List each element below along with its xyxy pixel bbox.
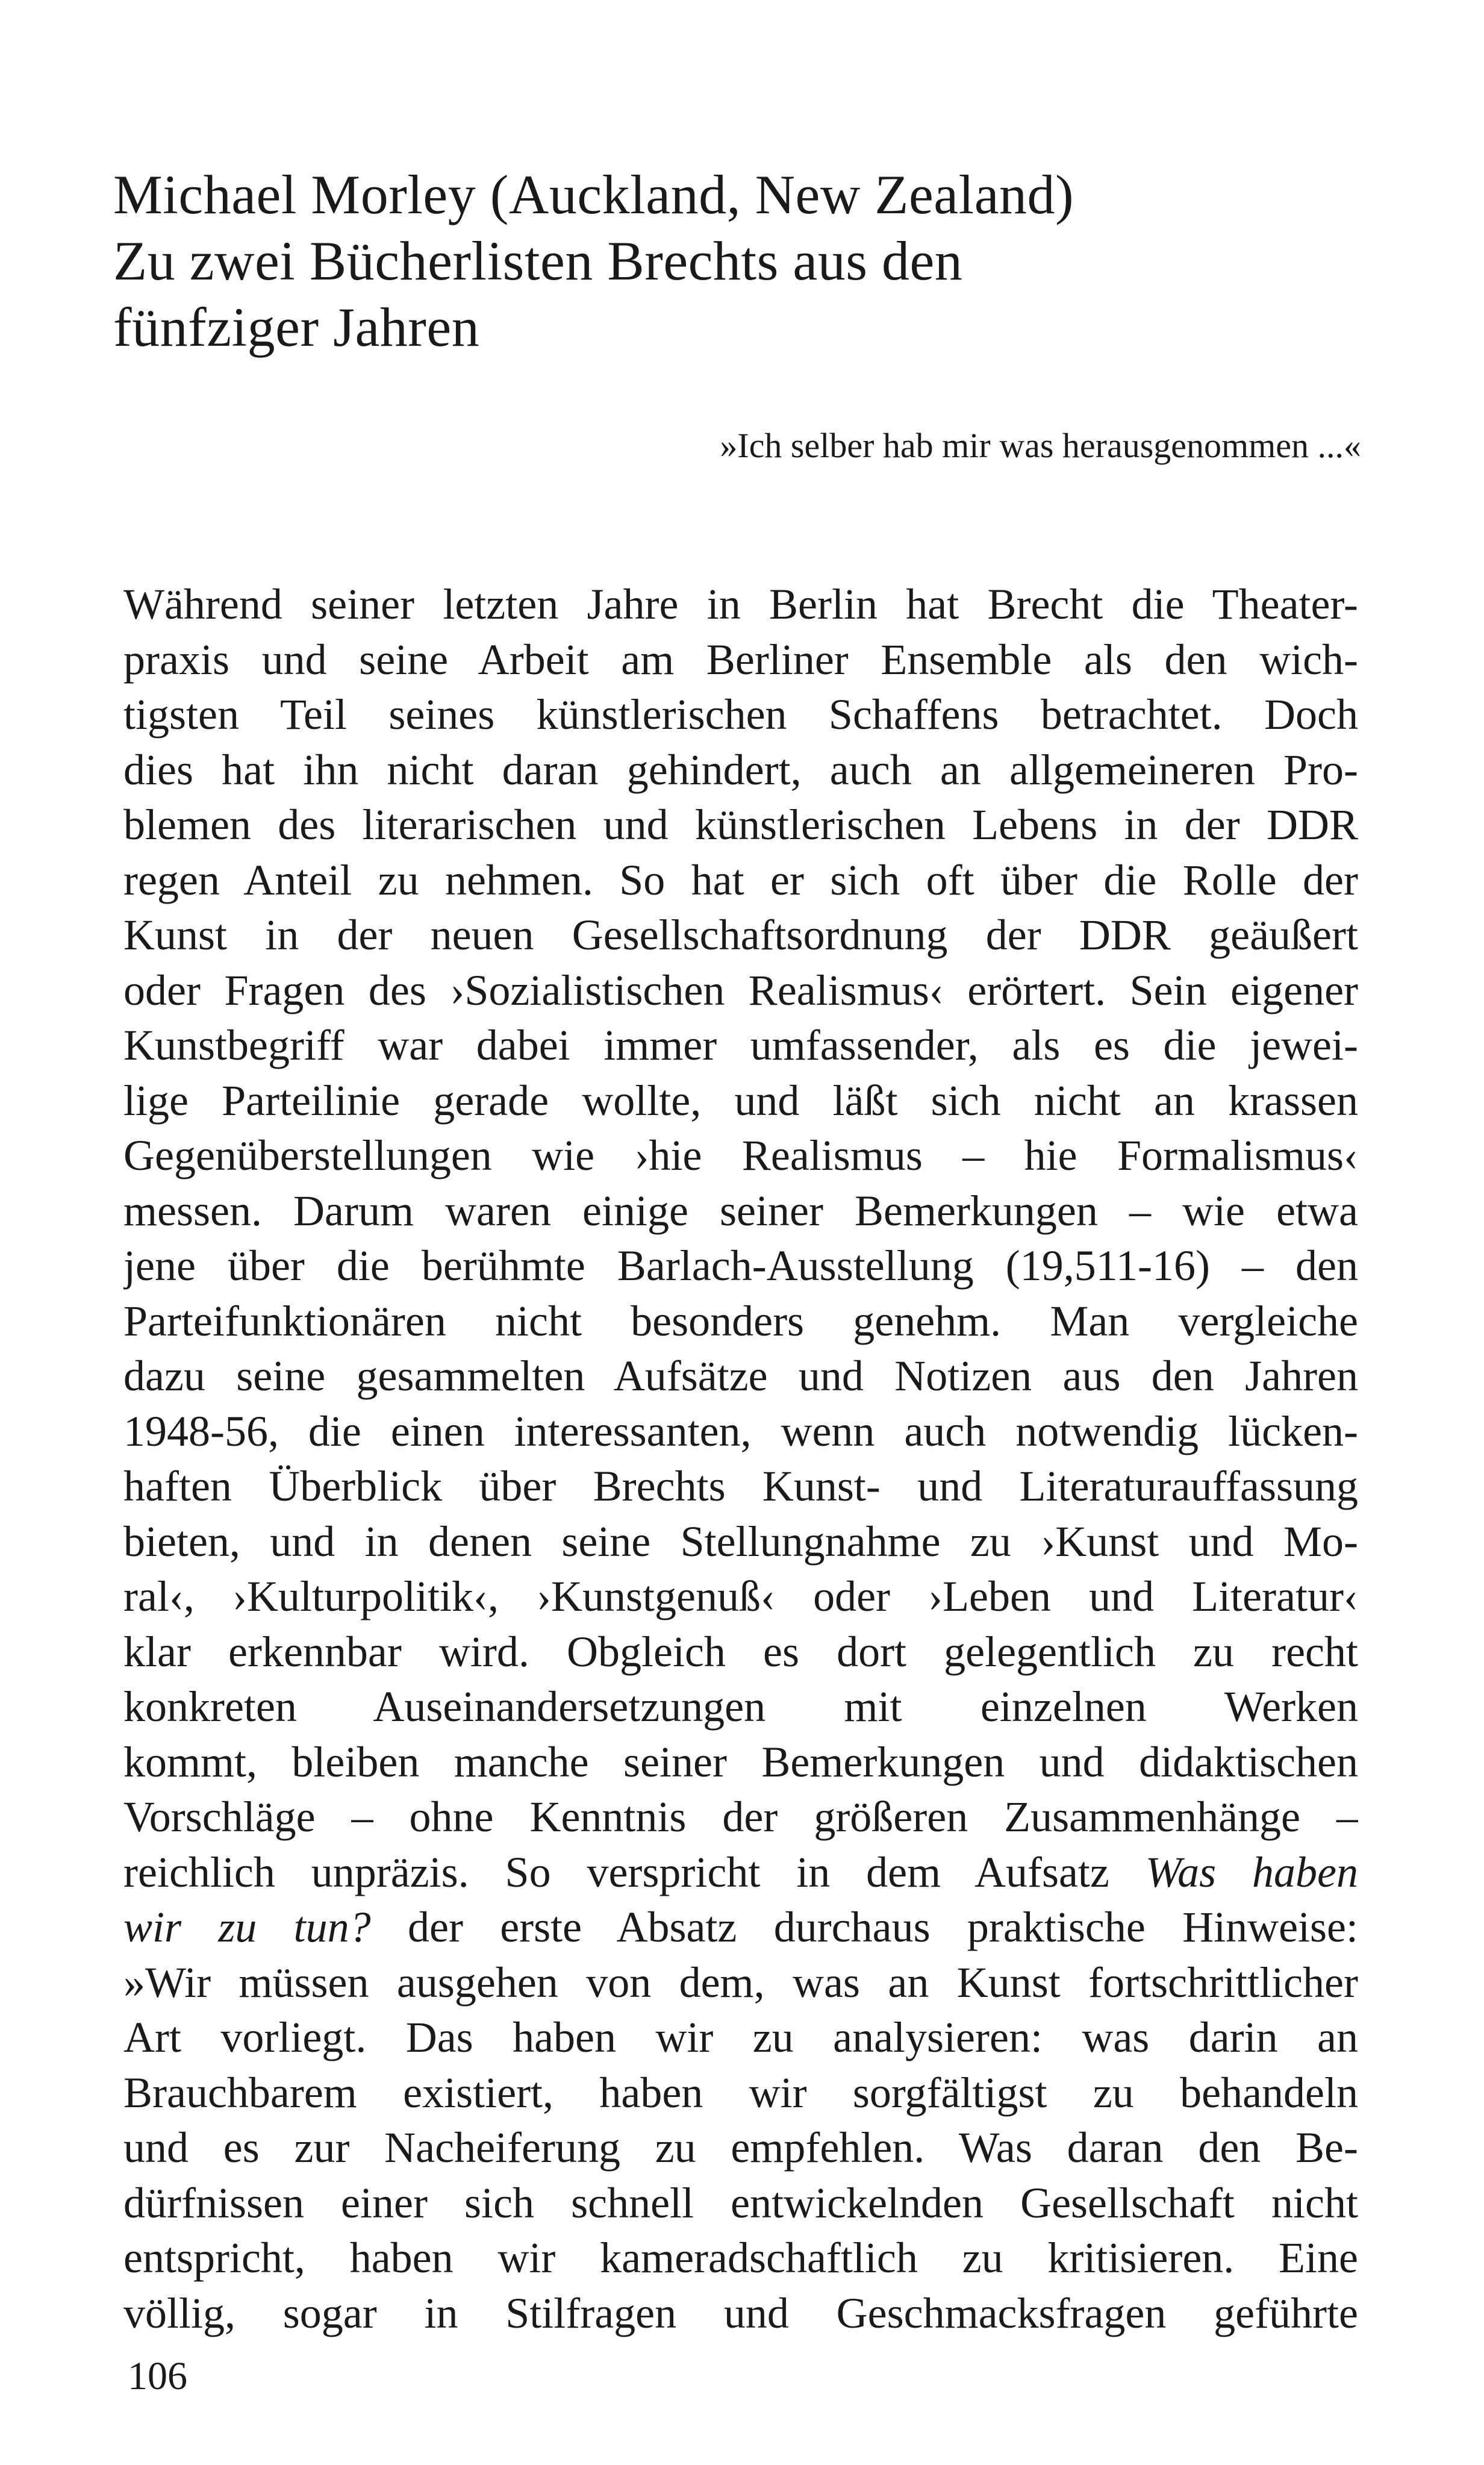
text-line: »Wir müssen ausgehen von dem, was an Kunst fortschrittlicher <box>123 1958 1358 2007</box>
text-line: lige Parteilinie gerade wollte, und läßt sich nicht an krassen <box>123 1076 1358 1125</box>
text-segment: reichlich unpräzis. So verspricht in dem Aufsatz <box>123 1848 1109 1896</box>
text-line: regen Anteil zu nehmen. So hat er sich oft über die Rolle der <box>123 855 1358 904</box>
text-line: praxis und seine Arbeit am Berliner Ensemble als den wich- <box>123 635 1358 684</box>
text-line: Brauchbarem existiert, haben wir sorgfältigst zu behandeln <box>123 2068 1358 2117</box>
text-segment: der erste Absatz durchaus praktische Hinweise: <box>407 1903 1358 1951</box>
italic-title-part-1: Was haben <box>1145 1848 1358 1896</box>
title-line-2: fünfziger Jahren <box>113 296 480 358</box>
text-line: dazu seine gesammelten Aufsätze und Notizen aus den Jahren <box>123 1352 1358 1400</box>
text-line: und es zur Nacheiferung zu empfehlen. Was daran den Be- <box>123 2123 1358 2172</box>
text-line: jene über die berühmte Barlach-Ausstellung (19,511-16) – den <box>123 1242 1358 1290</box>
text-line: ral‹, ›Kulturpolitik‹, ›Kunstgenuß‹ oder ›Leben und Literatur‹ <box>123 1572 1358 1620</box>
text-line: entspricht, haben wir kameradschaftlich zu kritisieren. Eine <box>123 2234 1358 2282</box>
text-line: klar erkennbar wird. Obgleich es dort gelegentlich zu recht <box>123 1627 1358 1676</box>
text-line-with-italic <box>123 1845 1358 1901</box>
text-line: Während seiner letzten Jahre in Berlin hat Brecht die Theater- <box>123 580 1358 628</box>
page-number: 106 <box>128 2354 187 2398</box>
text-line: bieten, und in denen seine Stellungnahme zu ›Kunst und Mo- <box>123 1517 1358 1566</box>
text-line: Parteifunktionären nicht besonders genehm. Man vergleiche <box>123 1296 1358 1345</box>
text-line: haften Überblick über Brechts Kunst- und Literaturauffassung <box>123 1462 1358 1510</box>
epigraph: »Ich selber hab mir was herausgenommen ...« <box>720 426 1361 465</box>
text-line: blemen des literarischen und künstlerischen Lebens in der DDR <box>123 801 1358 849</box>
text-line: 1948-56, die einen interessanten, wenn auch notwendig lücken- <box>123 1407 1358 1455</box>
text-line: dies hat ihn nicht daran gehindert, auch an allgemeineren Pro- <box>123 745 1358 794</box>
text-line: oder Fragen des ›Sozialistischen Realismus‹ erörtert. Sein eigener <box>123 966 1358 1014</box>
text-line: völlig, sogar in Stilfragen und Geschmacksfragen geführte <box>123 2288 1358 2337</box>
text-line: Kunst in der neuen Gesellschaftsordnung der DDR geäußert <box>123 911 1358 959</box>
text-line: Art vorliegt. Das haben wir zu analysieren: was darin an <box>123 2013 1358 2061</box>
text-line: messen. Darum waren einige seiner Bemerkungen – wie etwa <box>123 1186 1358 1235</box>
italic-title-part-2: wir zu tun? <box>123 1903 371 1951</box>
text-line: dürfnissen einer sich schnell entwickelnden Gesellschaft nicht <box>123 2178 1358 2227</box>
text-line: Kunstbegriff war dabei immer umfassender, als es die jewei- <box>123 1021 1358 1069</box>
text-line-with-italic <box>123 1900 1358 1955</box>
title-line-1: Zu zwei Bücherlisten Brechts aus den <box>113 230 963 292</box>
text-line: tigsten Teil seines künstlerischen Schaffens betrachtet. Doch <box>123 690 1358 739</box>
text-line: kommt, bleiben manche seiner Bemerkungen und didaktischen <box>123 1737 1358 1786</box>
text-line: Vorschläge – ohne Kenntnis der größeren Zusammenhänge – <box>123 1793 1358 1841</box>
body-text <box>123 577 1358 2341</box>
text-line: Gegenüberstellungen wie ›hie Realismus – hie Formalismus‹ <box>123 1131 1358 1179</box>
author-line: Michael Morley (Auckland, New Zealand) <box>113 164 1074 225</box>
text-line: konkreten Auseinandersetzungen mit einzelnen Werken <box>123 1682 1358 1731</box>
chapter-heading <box>113 161 1318 360</box>
